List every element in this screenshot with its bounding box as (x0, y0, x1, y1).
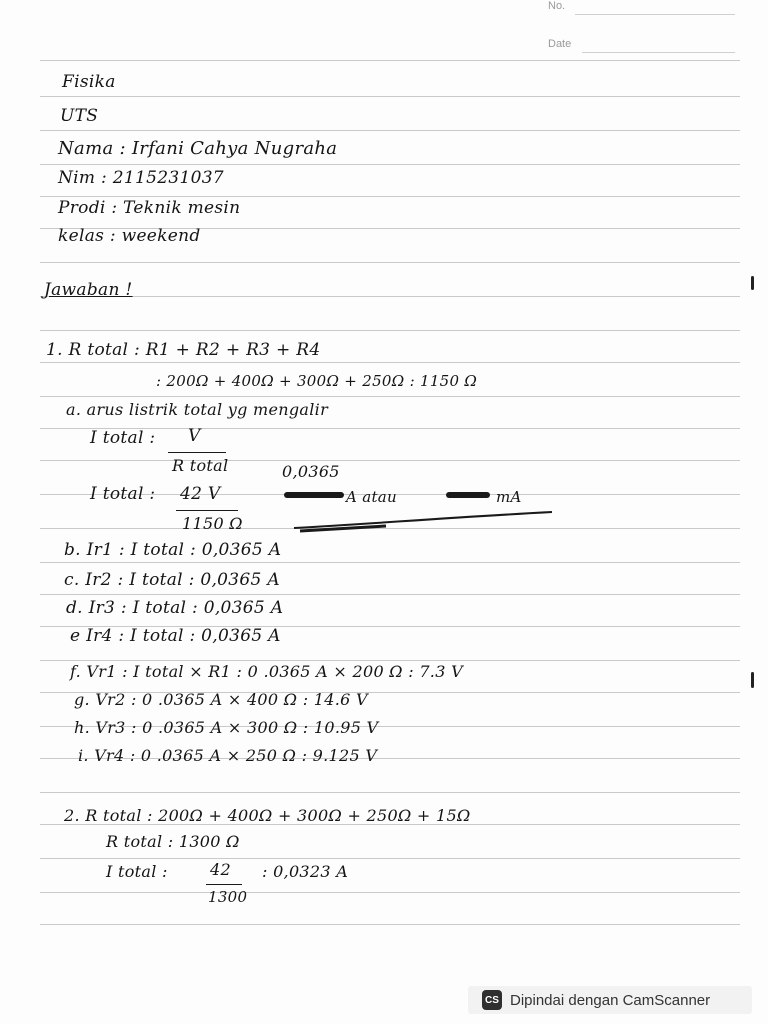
ruled-line (40, 60, 740, 61)
q1-a-text: a. arus listrik total yg mengalir (66, 400, 329, 419)
q1-i-line: i. Vr4 : 0 .0365 A × 250 Ω : 9.125 V (78, 746, 378, 765)
student-prodi: Prodi : Teknik mesin (58, 198, 241, 218)
ruled-line (40, 164, 740, 165)
q1-d-line: d. Ir3 : I total : 0,0365 A (66, 598, 284, 618)
exam-text: UTS (60, 106, 99, 126)
q1-rtotal-sum: : 200Ω + 400Ω + 300Ω + 250Ω : 1150 Ω (156, 372, 478, 390)
q1-itotal2-label: I total : (90, 484, 156, 504)
q1-fraction-denominator: R total (172, 456, 229, 475)
q1-result-note: 0,0365 (282, 462, 340, 481)
q1-fraction-numerator: V (188, 426, 201, 446)
q1-itotal-label: I total : (90, 428, 156, 448)
q2-itotal-denominator: 1300 (208, 888, 248, 906)
date-line (582, 52, 735, 53)
ruled-line (40, 330, 740, 331)
ruled-line (40, 130, 740, 131)
answer-heading: Jawaban ! (44, 280, 133, 300)
student-nim: Nim : 2115231037 (58, 168, 224, 188)
q1-h-line: h. Vr3 : 0 .0365 A × 300 Ω : 10.95 V (74, 718, 379, 737)
camscanner-logo-icon: CS (482, 990, 502, 1010)
watermark-text: Dipindai dengan CamScanner (510, 991, 711, 1009)
q2-itotal-result: : 0,0323 A (262, 862, 349, 881)
q1-atau-text: A atau (346, 488, 397, 506)
q1-f-line: f. Vr1 : I total × R1 : 0 .0365 A × 200 Ω : 7.3 V (70, 662, 463, 681)
q1-g-line: g. Vr2 : 0 .0365 A × 400 Ω : 14.6 V (74, 690, 368, 709)
ruled-line (40, 792, 740, 793)
camscanner-watermark (468, 986, 752, 1014)
ruled-line (40, 362, 740, 363)
q1-c-line: c. Ir2 : I total : 0,0365 A (64, 570, 280, 590)
fraction-bar (206, 884, 242, 885)
q1-itotal2-numerator: 42 V (180, 484, 221, 504)
q2-rtotal-formula: 2. R total : 200Ω + 400Ω + 300Ω + 250Ω + 15Ω (64, 806, 471, 825)
binding-mark (751, 672, 754, 688)
crossed-out-value (284, 492, 344, 498)
ruled-line (40, 892, 740, 893)
student-kelas: kelas : weekend (58, 226, 201, 246)
date-label: Date (548, 38, 572, 50)
q2-itotal-label: I total : (106, 862, 168, 881)
subject-text: Fisika (62, 72, 116, 92)
ruled-line (40, 296, 740, 297)
ruled-line (40, 660, 740, 661)
binding-mark (751, 276, 754, 290)
ruled-line (40, 460, 740, 461)
ruled-line (40, 924, 740, 925)
no-label: No. (548, 0, 566, 12)
fraction-bar (168, 452, 226, 453)
student-name: Nama : Irfani Cahya Nugraha (58, 138, 338, 159)
q1-rtotal-formula: 1. R total : R1 + R2 + R3 + R4 (46, 340, 321, 360)
q1-ma-text: mA (496, 488, 522, 506)
no-line (575, 14, 735, 15)
ruled-line (40, 96, 740, 97)
ruled-line (40, 262, 740, 263)
pen-stroke (290, 508, 556, 534)
ruled-line (40, 562, 740, 563)
ruled-line (40, 594, 740, 595)
ruled-line (40, 196, 740, 197)
q1-b-line: b. Ir1 : I total : 0,0365 A (64, 540, 282, 560)
q1-itotal2-denominator: 1150 Ω (182, 514, 243, 533)
ruled-line (40, 396, 740, 397)
q2-rtotal-value: R total : 1300 Ω (106, 832, 240, 851)
fraction-bar (176, 510, 238, 511)
crossed-out-value (446, 492, 490, 498)
ruled-line (40, 858, 740, 859)
q2-itotal-numerator: 42 (210, 860, 231, 879)
q1-e-line: e Ir4 : I total : 0,0365 A (70, 626, 281, 646)
